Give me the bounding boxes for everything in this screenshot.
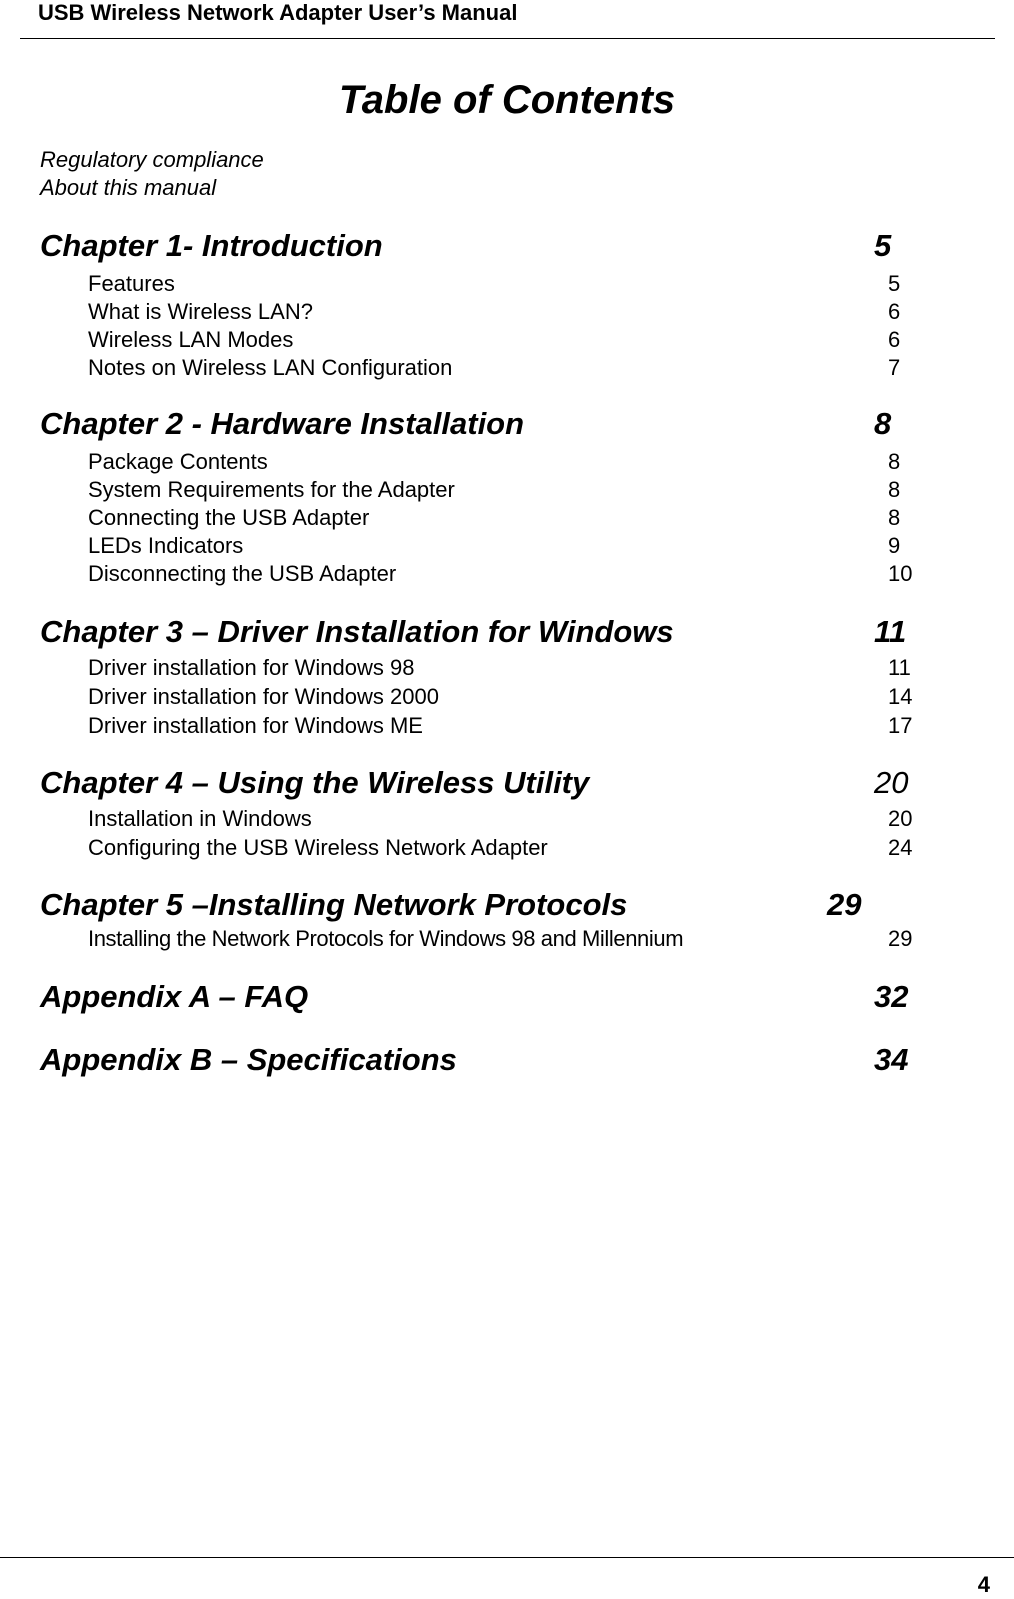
toc-section-page: 6 bbox=[888, 327, 901, 352]
toc-section-title[interactable]: LEDs Indicators bbox=[88, 533, 244, 558]
toc-section-title[interactable]: Driver installation for Windows 2000 bbox=[88, 684, 439, 709]
toc-chapter-1-page: 5 bbox=[874, 228, 892, 263]
toc-section-title[interactable]: Package Contents bbox=[88, 449, 268, 474]
footer-divider bbox=[0, 1557, 1014, 1558]
toc-chapter-4-page: 20 bbox=[874, 765, 909, 800]
toc-section-page: 8 bbox=[888, 505, 901, 530]
toc-section-title[interactable]: Connecting the USB Adapter bbox=[88, 505, 370, 530]
toc-section-title[interactable]: Notes on Wireless LAN Configuration bbox=[88, 355, 453, 380]
toc-section-page: 14 bbox=[888, 684, 913, 709]
toc-section-page: 11 bbox=[888, 655, 911, 680]
running-header: USB Wireless Network Adapter User’s Manual bbox=[38, 0, 518, 25]
toc-chapter-2-page: 8 bbox=[874, 406, 892, 441]
toc-title: Table of Contents bbox=[338, 78, 676, 122]
toc-section-page: 17 bbox=[888, 713, 913, 738]
toc-section-page: 20 bbox=[888, 806, 913, 831]
toc-section-title[interactable]: Driver installation for Windows ME bbox=[88, 713, 423, 738]
header-divider bbox=[20, 38, 995, 39]
front-matter-about[interactable]: About this manual bbox=[40, 175, 217, 200]
toc-appendix-b-title[interactable]: Appendix B – Specifications bbox=[40, 1042, 457, 1077]
toc-chapter-3-title[interactable]: Chapter 3 – Driver Installation for Windows bbox=[40, 614, 674, 649]
front-matter-regulatory[interactable]: Regulatory compliance bbox=[40, 147, 264, 172]
toc-section-page: 10 bbox=[888, 561, 913, 586]
toc-section-title[interactable]: Disconnecting the USB Adapter bbox=[88, 561, 397, 586]
toc-section-page: 8 bbox=[888, 477, 901, 502]
toc-chapter-1-title[interactable]: Chapter 1- Introduction bbox=[40, 228, 383, 263]
toc-section-title[interactable]: Wireless LAN Modes bbox=[88, 327, 294, 352]
toc-appendix-b-page: 34 bbox=[874, 1042, 909, 1077]
toc-section-page: 24 bbox=[888, 835, 913, 860]
toc-appendix-a-page: 32 bbox=[874, 979, 909, 1014]
toc-section-page: 29 bbox=[888, 926, 913, 951]
toc-section-page: 6 bbox=[888, 299, 901, 324]
toc-section-page: 9 bbox=[888, 533, 901, 558]
toc-section-page: 7 bbox=[888, 355, 901, 380]
toc-appendix-a-title[interactable]: Appendix A – FAQ bbox=[40, 979, 309, 1014]
toc-section-page: 8 bbox=[888, 449, 901, 474]
toc-section-title[interactable]: Installation in Windows bbox=[88, 806, 312, 831]
toc-chapter-3-page: 11 bbox=[874, 614, 907, 649]
toc-section-title[interactable]: What is Wireless LAN? bbox=[88, 299, 313, 324]
page-number: 4 bbox=[977, 1572, 990, 1597]
toc-section-title[interactable]: Configuring the USB Wireless Network Adapter bbox=[88, 835, 548, 860]
toc-section-title[interactable]: Features bbox=[88, 271, 175, 296]
toc-chapter-2-title[interactable]: Chapter 2 - Hardware Installation bbox=[40, 406, 525, 441]
toc-chapter-5-page: 29 bbox=[827, 887, 862, 922]
toc-section-title[interactable]: Driver installation for Windows 98 bbox=[88, 655, 415, 680]
toc-section-page: 5 bbox=[888, 271, 901, 296]
toc-section-title[interactable]: System Requirements for the Adapter bbox=[88, 477, 455, 502]
toc-chapter-5-title[interactable]: Chapter 5 –Installing Network Protocols bbox=[40, 887, 628, 922]
toc-section-title[interactable]: Installing the Network Protocols for Windows 98 and Millennium bbox=[88, 926, 684, 951]
toc-chapter-4-title[interactable]: Chapter 4 – Using the Wireless Utility bbox=[40, 765, 590, 800]
